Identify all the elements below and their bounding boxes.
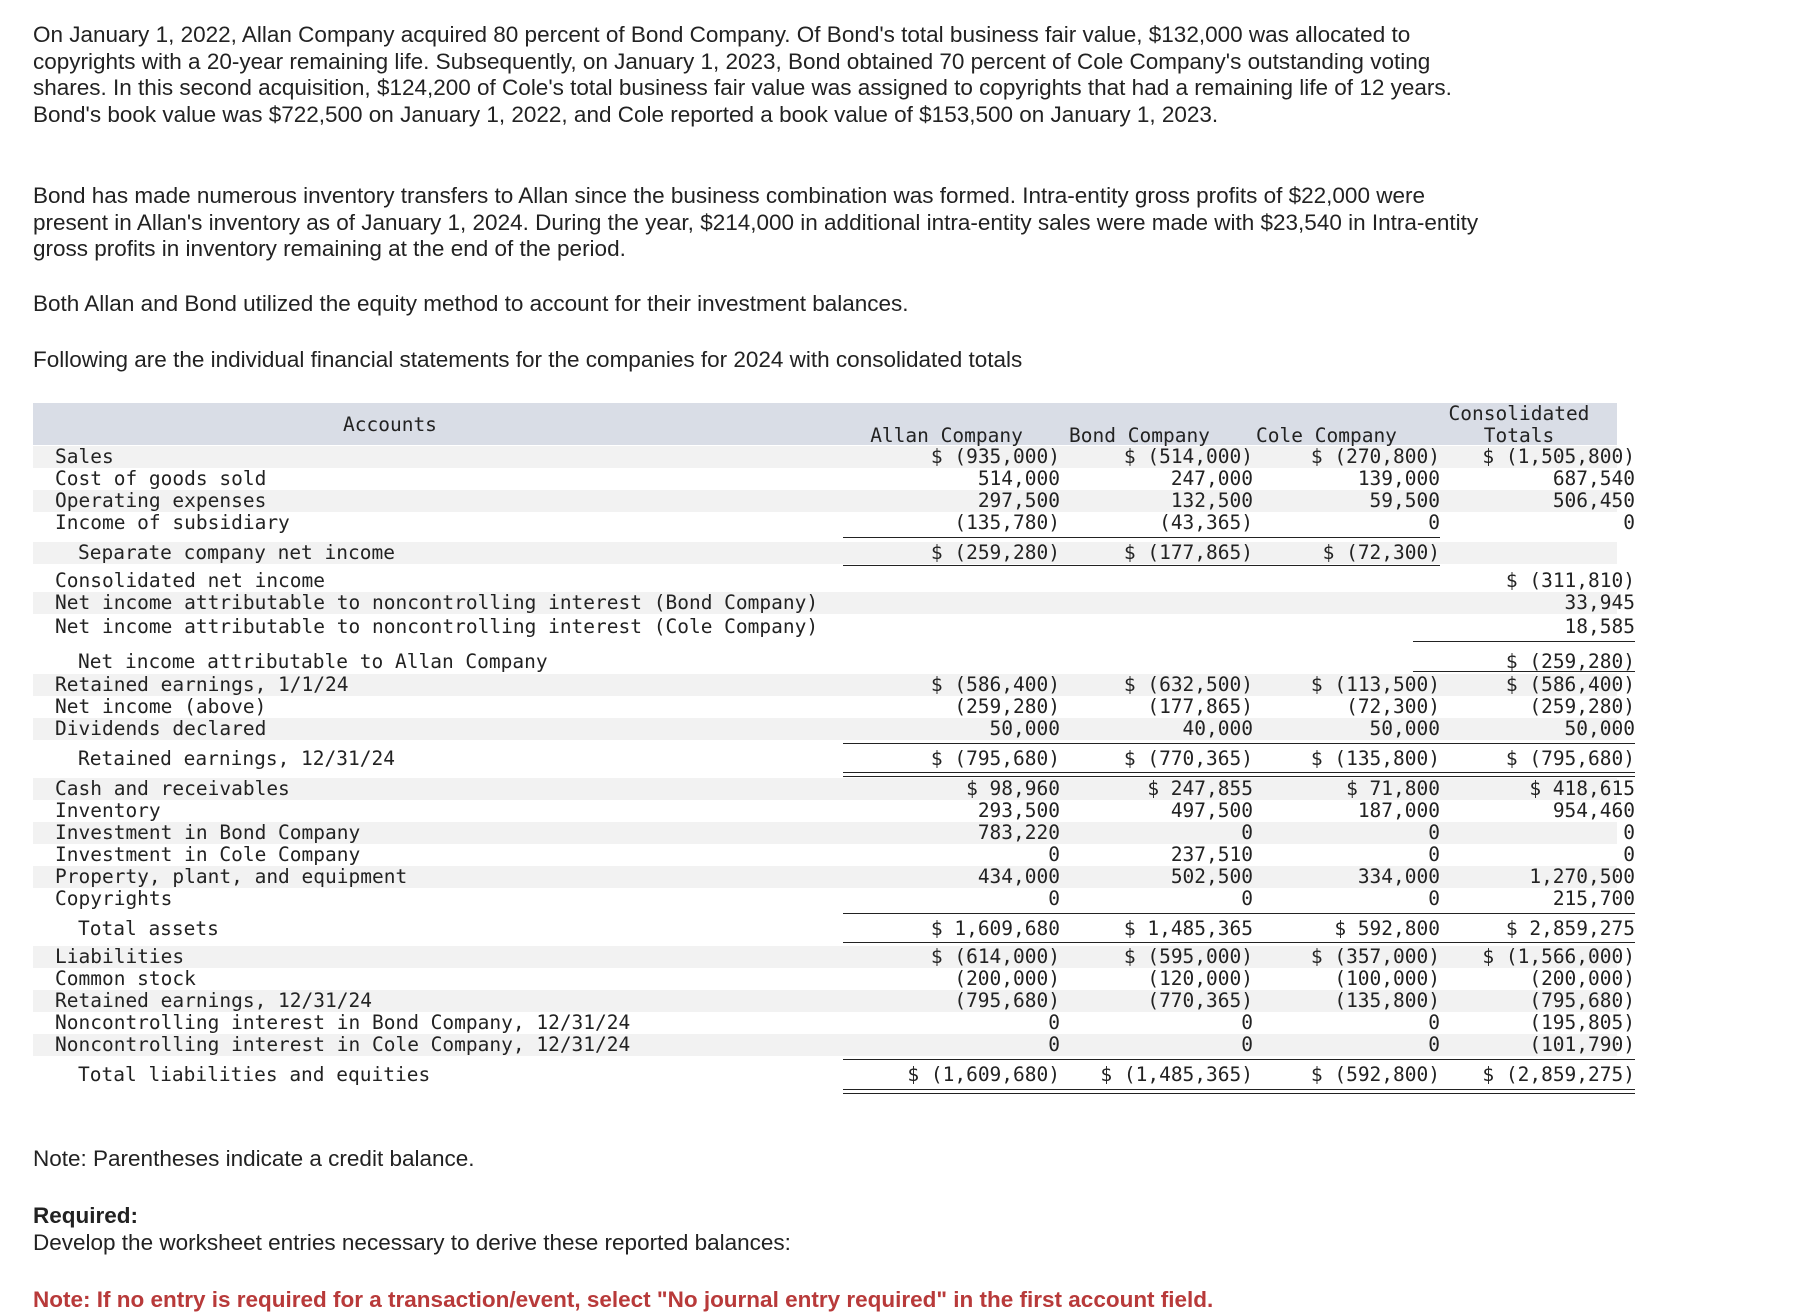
account-label: Net income attributable to Allan Company [78, 650, 548, 673]
cell-allan: (795,680) [954, 989, 1060, 1012]
account-label: Retained earnings, 12/31/24 [78, 747, 395, 770]
total-underline [1226, 1059, 1440, 1060]
cell-bond: 247,000 [1170, 467, 1253, 490]
total-underline [1413, 641, 1635, 642]
problem-paragraph-1: On January 1, 2022, Allan Company acquired 80 percent of Bond Company. Of Bond's total business fair value, $132,000 was allocated to copyrights with a 20-year remaining life. Subsequently, on January 1, 2023, Bond obtained 70 percent of Cole Company's outstanding voting shares. In this second acquisition, $124,200 of Cole's total business fair value was assigned to copyrights that had a remaining life of 12 years. Bond's book value was $722,500 on January 1, 2022, and Cole reported a book value of $153,500 on January 1, 2023. [33, 22, 1452, 127]
cell-cons: (101,790) [1529, 1033, 1635, 1056]
total-underline [1413, 913, 1635, 914]
account-label: Operating expenses [55, 489, 267, 512]
total-underline [1226, 743, 1440, 744]
double-underline [1413, 1089, 1635, 1094]
cell-cole: 334,000 [1357, 865, 1440, 888]
cell-bond: $ (770,365) [1123, 747, 1253, 770]
problem-paragraph-4: Following are the individual financial statements for the companies for 2024 with consolidated totals [33, 347, 1023, 372]
cell-cons: 33,945 [1564, 591, 1635, 614]
cell-allan: 514,000 [977, 467, 1060, 490]
total-underline [1036, 942, 1253, 943]
cell-bond: $ (595,000) [1123, 945, 1253, 968]
header-cole-company: Cole Company [1256, 424, 1397, 447]
cell-bond: (177,865) [1147, 695, 1253, 718]
cell-cole: (100,000) [1334, 967, 1440, 990]
total-underline [1036, 913, 1253, 914]
problem-paragraph-3: Both Allan and Bond utilized the equity method to account for their investment balances. [33, 291, 909, 316]
cell-bond: $ (1,485,365) [1100, 1063, 1253, 1086]
account-label: Copyrights [55, 887, 173, 910]
credit-balance-note: Note: Parentheses indicate a credit balance. [33, 1146, 475, 1171]
account-label: Sales [55, 445, 114, 468]
cell-bond: 497,500 [1170, 799, 1253, 822]
cell-cole: 50,000 [1369, 717, 1440, 740]
cell-cons: 687,540 [1552, 467, 1635, 490]
cell-cons: 0 [1623, 843, 1635, 866]
cell-cons: (259,280) [1529, 695, 1635, 718]
cell-bond: 0 [1241, 887, 1253, 910]
total-underline [1226, 942, 1440, 943]
cell-cole: $ (113,500) [1310, 673, 1440, 696]
total-underline [1226, 913, 1440, 914]
cell-bond: 237,510 [1170, 843, 1253, 866]
cell-cons: $ (1,566,000) [1482, 945, 1635, 968]
cell-cole: $ (357,000) [1310, 945, 1440, 968]
cell-cons: $ 418,615 [1529, 777, 1635, 800]
cell-allan: 434,000 [977, 865, 1060, 888]
cell-cole: (72,300) [1346, 695, 1440, 718]
cell-cole: 0 [1428, 821, 1440, 844]
cell-cons: $ 2,859,275 [1505, 917, 1635, 940]
cell-bond: $ (177,865) [1123, 541, 1253, 564]
cell-allan: 0 [1048, 843, 1060, 866]
account-label: Dividends declared [55, 717, 267, 740]
cell-cons: $ (259,280) [1505, 650, 1635, 673]
total-underline [1413, 671, 1635, 672]
cell-cole: $ (135,800) [1310, 747, 1440, 770]
double-underline [843, 1089, 1060, 1094]
account-label: Net income attributable to noncontrolling interest (Bond Company) [55, 591, 819, 614]
cell-bond: 132,500 [1170, 489, 1253, 512]
account-label: Retained earnings, 1/1/24 [55, 673, 349, 696]
cell-cons: (200,000) [1529, 967, 1635, 990]
account-label: Net income (above) [55, 695, 267, 718]
problem-paragraph-2: Bond has made numerous inventory transfers to Allan since the business combination was formed. Intra-entity gross profits of $22,000 were present in Allan's inventory as of January 1, 2024. During the year, $214,000 in additional intra-entity sales were made with $23,540 in Intra-entity gross profits in inventory remaining at the end of the period. [33, 183, 1479, 261]
double-underline [1036, 772, 1253, 777]
header-bond-company: Bond Company [1069, 424, 1210, 447]
cell-cons: $ (1,505,800) [1482, 445, 1635, 468]
header-accounts: Accounts [343, 413, 437, 436]
cell-bond: 502,500 [1170, 865, 1253, 888]
cell-allan: 297,500 [977, 489, 1060, 512]
cell-allan: 0 [1048, 1011, 1060, 1034]
total-underline [843, 942, 1060, 943]
financial-statements-table [33, 402, 1635, 1103]
account-label: Total liabilities and equities [78, 1063, 431, 1086]
journal-entry-warning: Note: If no entry is required for a transaction/event, select "No journal entry required" in the first account field. [33, 1287, 1214, 1312]
cell-cons: 215,700 [1552, 887, 1635, 910]
cell-cole: $ (270,800) [1310, 445, 1440, 468]
account-label: Cash and receivables [55, 777, 290, 800]
cell-cons: 954,460 [1552, 799, 1635, 822]
double-underline [1413, 772, 1635, 777]
cell-allan: $ (259,280) [930, 541, 1060, 564]
cell-cole: $ 71,800 [1346, 777, 1440, 800]
cell-allan: 50,000 [989, 717, 1060, 740]
cell-cole: (135,800) [1334, 989, 1440, 1012]
cell-cons: 50,000 [1564, 717, 1635, 740]
cell-bond: (120,000) [1147, 967, 1253, 990]
header-totals: Totals [1483, 424, 1555, 447]
cell-cons: $ (795,680) [1505, 747, 1635, 770]
cell-bond: $ (514,000) [1123, 445, 1253, 468]
total-underline [1036, 537, 1253, 538]
cell-bond: $ 1,485,365 [1123, 917, 1253, 940]
account-label: Liabilities [55, 945, 185, 968]
cell-allan: $ (614,000) [930, 945, 1060, 968]
account-label: Noncontrolling interest in Bond Company, 12/31/24 [55, 1011, 631, 1034]
account-label: Consolidated net income [55, 569, 326, 592]
cell-cole: $ (592,800) [1310, 1063, 1440, 1086]
total-underline [843, 565, 1060, 566]
cell-cole: 0 [1428, 1033, 1440, 1056]
cell-cole: 0 [1428, 511, 1440, 534]
cell-cole: 187,000 [1357, 799, 1440, 822]
cell-allan: 0 [1048, 1033, 1060, 1056]
cell-cons: 506,450 [1552, 489, 1635, 512]
account-label: Net income attributable to noncontrolling interest (Cole Company) [55, 615, 819, 638]
cell-allan: 293,500 [977, 799, 1060, 822]
cell-allan: 783,220 [977, 821, 1060, 844]
cell-bond: 0 [1241, 1011, 1253, 1034]
account-label: Investment in Bond Company [55, 821, 361, 844]
header-consolidated: Consolidated [1448, 402, 1590, 425]
cell-bond: 0 [1241, 821, 1253, 844]
cell-bond: (43,365) [1159, 511, 1253, 534]
header-allan-company: Allan Company [870, 424, 1023, 447]
account-label: Property, plant, and equipment [55, 865, 408, 888]
cell-cole: 139,000 [1357, 467, 1440, 490]
cell-allan: $ 98,960 [966, 777, 1060, 800]
cell-bond: $ (632,500) [1123, 673, 1253, 696]
total-underline [1036, 565, 1253, 566]
total-underline [843, 1059, 1060, 1060]
account-label: Retained earnings, 12/31/24 [55, 989, 372, 1012]
cell-allan: 0 [1048, 887, 1060, 910]
account-label: Separate company net income [78, 541, 395, 564]
cell-bond: 40,000 [1182, 717, 1253, 740]
total-underline [1036, 743, 1253, 744]
double-underline [843, 772, 1060, 777]
cell-allan: (135,780) [954, 511, 1060, 534]
cell-cons: (195,805) [1529, 1011, 1635, 1034]
cell-allan: $ (795,680) [930, 747, 1060, 770]
required-instructions: Develop the worksheet entries necessary to derive these reported balances: [33, 1230, 791, 1255]
cell-cons: 1,270,500 [1529, 865, 1635, 888]
cell-cole: 0 [1428, 1011, 1440, 1034]
account-label: Inventory [55, 799, 161, 822]
cell-bond: (770,365) [1147, 989, 1253, 1012]
total-underline [1226, 565, 1440, 566]
total-underline [843, 913, 1060, 914]
cell-allan: (259,280) [954, 695, 1060, 718]
cell-cons: $ (311,810) [1505, 569, 1635, 592]
cell-cole: $ (72,300) [1322, 541, 1440, 564]
cell-cole: 59,500 [1369, 489, 1440, 512]
double-underline [1226, 1089, 1440, 1094]
account-label: Noncontrolling interest in Cole Company, 12/31/24 [55, 1033, 631, 1056]
total-underline [843, 743, 1060, 744]
account-label: Cost of goods sold [55, 467, 267, 490]
cell-cons: 0 [1623, 821, 1635, 844]
cell-allan: $ (586,400) [930, 673, 1060, 696]
cell-cole: 0 [1428, 887, 1440, 910]
required-heading: Required: [33, 1203, 139, 1228]
account-label: Income of subsidiary [55, 511, 290, 534]
cell-cons: 0 [1623, 511, 1635, 534]
account-label: Investment in Cole Company [55, 843, 361, 866]
cell-bond: $ 247,855 [1147, 777, 1253, 800]
cell-bond: 0 [1241, 1033, 1253, 1056]
cell-cons: $ (586,400) [1505, 673, 1635, 696]
cell-cole: $ 592,800 [1334, 917, 1440, 940]
total-underline [1413, 942, 1635, 943]
cell-cons: 18,585 [1564, 615, 1635, 638]
cell-allan: (200,000) [954, 967, 1060, 990]
cell-allan: $ (1,609,680) [907, 1063, 1060, 1086]
total-underline [1413, 1059, 1635, 1060]
cell-cons: $ (2,859,275) [1482, 1063, 1635, 1086]
total-underline [1226, 537, 1440, 538]
account-label: Total assets [78, 917, 219, 940]
double-underline [1226, 772, 1440, 777]
cell-allan: $ 1,609,680 [930, 917, 1060, 940]
cell-allan: $ (935,000) [930, 445, 1060, 468]
cell-cons: (795,680) [1529, 989, 1635, 1012]
cell-cole: 0 [1428, 843, 1440, 866]
total-underline [1413, 743, 1635, 744]
total-underline [843, 537, 1060, 538]
double-underline [1036, 1089, 1253, 1094]
account-label: Common stock [55, 967, 196, 990]
total-underline [1036, 1059, 1253, 1060]
